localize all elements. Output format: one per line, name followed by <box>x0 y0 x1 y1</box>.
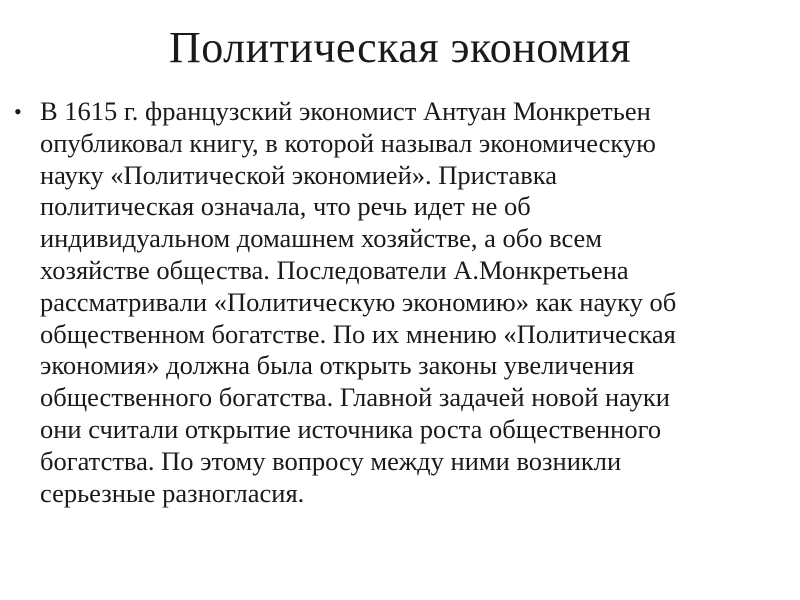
text-line: хозяйстве общества. Последователи А.Монкретьена <box>40 254 629 285</box>
text-line: общественного богатства. Главной задачей новой науки <box>40 382 670 413</box>
text-line: рассматривали «Политическую экономию» как науку об <box>40 286 677 317</box>
slide-body <box>8 96 794 509</box>
bullet-item <box>8 96 794 509</box>
bullet-text <box>40 96 794 509</box>
text-line: они считали открытие источника роста общественного <box>40 413 662 444</box>
text-line: экономия» должна была открыть законы увеличения <box>40 350 635 381</box>
bullet-dot-icon: • <box>14 99 22 124</box>
text-line: общественном богатстве. По их мнению «Политическая <box>40 318 676 349</box>
text-line: политическая означала, что речь идет не об <box>40 191 531 222</box>
text-line: серьезные разногласия. <box>40 477 305 508</box>
slide-title: Политическая экономия <box>168 23 632 72</box>
text-line: богатства. По этому вопросу между ними возникли <box>40 445 622 476</box>
text-line: науку «Политической экономией». Приставка <box>40 159 557 190</box>
text-line: опубликовал книгу, в которой называл экономическую <box>40 127 656 158</box>
text-line: индивидуальном домашнем хозяйстве, а обо всем <box>40 223 603 254</box>
text-line: В 1615 г. французский экономист Антуан Монкретьен <box>40 96 651 126</box>
